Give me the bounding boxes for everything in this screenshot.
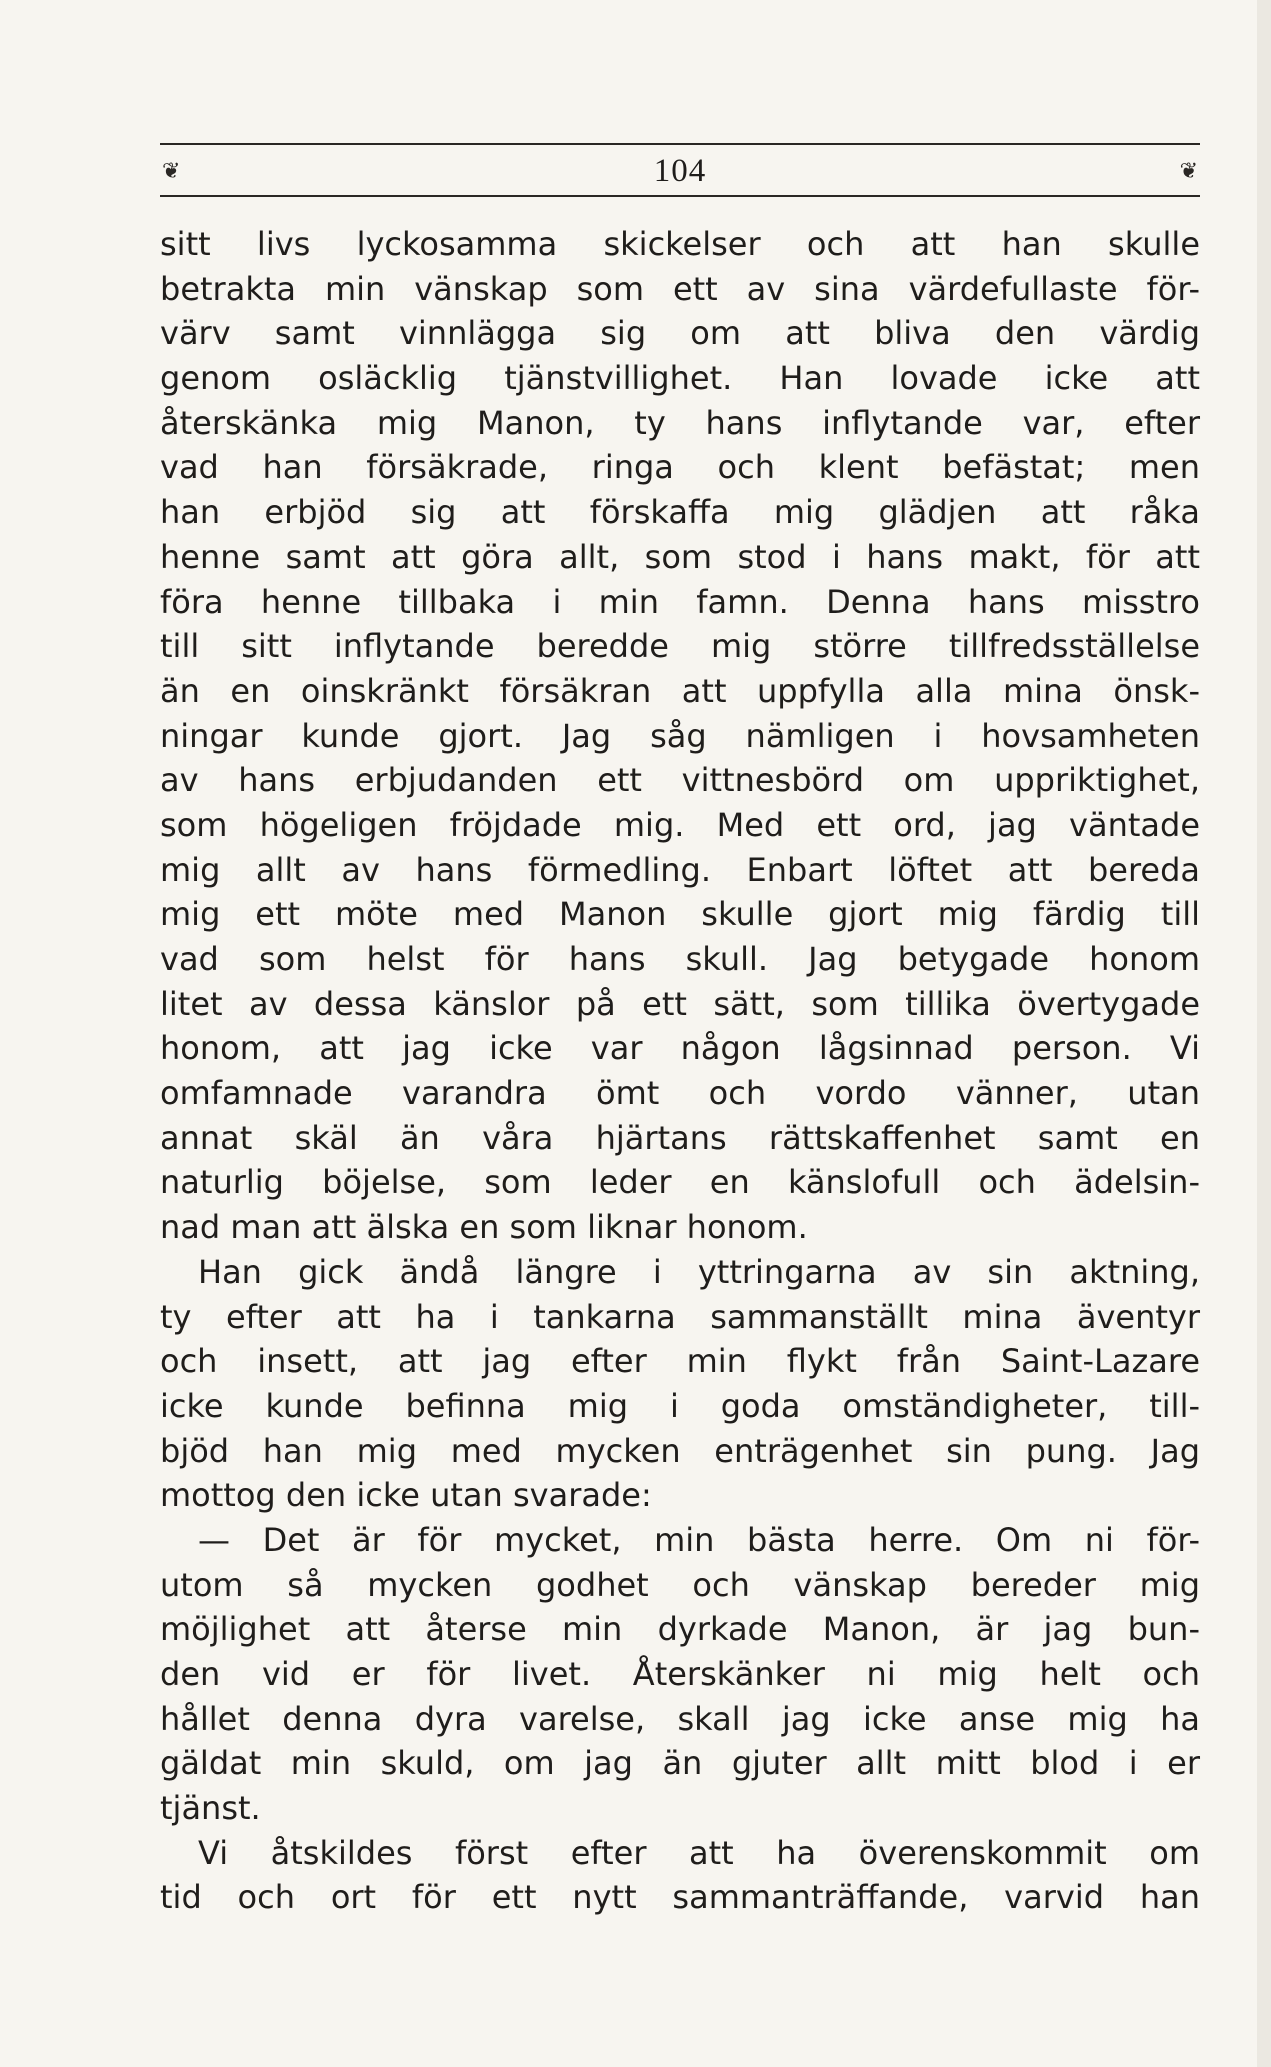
text-line: icke kunde befinna mig i goda omständigheter, till- xyxy=(160,1386,1200,1425)
text-line: mottog den icke utan svarade: xyxy=(160,1476,652,1515)
text-line: värv samt vinnlägga sig om att bliva den värdig xyxy=(160,314,1200,353)
page-number: 104 xyxy=(653,153,707,189)
text-line: Vi åtskildes först efter att ha överenskommit om xyxy=(198,1833,1200,1872)
body-text xyxy=(160,222,1200,1920)
text-line: genom osläcklig tjänstvillighet. Han lovade icke att xyxy=(160,359,1200,398)
text-line: återskänka mig Manon, ty hans inflytande var, efter xyxy=(160,403,1200,442)
text-line: — Det är för mycket, min bästa herre. Om ni för- xyxy=(198,1520,1200,1559)
text-line: till sitt inflytande beredde mig större tillfredsställelse xyxy=(160,627,1200,666)
text-line: honom, att jag icke var någon lågsinnad person. Vi xyxy=(160,1029,1200,1068)
text-line: bjöd han mig med mycken enträgenhet sin pung. Jag xyxy=(160,1431,1200,1470)
text-line: mig allt av hans förmedling. Enbart löftet att bereda xyxy=(160,850,1200,889)
text-line: utom så mycken godhet och vänskap bereder mig xyxy=(160,1565,1200,1604)
text-line: annat skäl än våra hjärtans rättskaffenhet samt en xyxy=(160,1118,1200,1157)
header-rule-bottom xyxy=(160,195,1200,197)
text-line: naturlig böjelse, som leder en känslofull och ädelsin- xyxy=(160,1163,1200,1202)
text-line: mig ett möte med Manon skulle gjort mig färdig till xyxy=(160,895,1200,934)
text-line: litet av dessa känslor på ett sätt, som tillika övertygade xyxy=(160,984,1200,1023)
text-line: vad som helst för hans skull. Jag betygade honom xyxy=(160,940,1200,978)
text-line: föra henne tillbaka i min famn. Denna hans misstro xyxy=(160,582,1200,621)
text-line: som högeligen fröjdade mig. Med ett ord, jag väntade xyxy=(160,805,1200,844)
fleuron-right-icon: ❦ xyxy=(1179,159,1198,184)
text-line: betrakta min vänskap som ett av sina värdefullaste för- xyxy=(160,269,1200,308)
text-line: nad man att älska en som liknar honom. xyxy=(160,1208,808,1247)
text-line: än en oinskränkt försäkran att uppfylla alla mina önsk- xyxy=(160,671,1200,710)
text-line: och insett, att jag efter min flykt från Saint-Lazare xyxy=(160,1342,1200,1381)
text-line: den vid er för livet. Återskänker ni mig helt och xyxy=(160,1655,1200,1693)
text-line: hållet denna dyra varelse, skall jag icke anse mig ha xyxy=(160,1699,1200,1738)
text-line: tid och ort för ett nytt sammanträffande, varvid han xyxy=(160,1878,1200,1917)
text-line: tjänst. xyxy=(160,1789,261,1828)
text-line: omfamnade varandra ömt och vordo vänner, utan xyxy=(160,1074,1200,1113)
page-header xyxy=(160,135,1200,199)
text-line: Han gick ändå längre i yttringarna av sin aktning, xyxy=(198,1252,1200,1291)
header-rule-top xyxy=(160,143,1200,145)
text-line: sitt livs lyckosamma skickelser och att han skulle xyxy=(160,225,1200,263)
text-line: av hans erbjudanden ett vittnesbörd om uppriktighet, xyxy=(160,761,1200,800)
text-line: vad han försäkrade, ringa och klent befästat; men xyxy=(160,448,1200,487)
text-line: ty efter att ha i tankarna sammanställt mina äventyr xyxy=(160,1297,1200,1336)
text-line: ningar kunde gjort. Jag såg nämligen i hovsamheten xyxy=(160,716,1200,755)
text-line: gäldat min skuld, om jag än gjuter allt mitt blod i er xyxy=(160,1744,1200,1783)
text-line: möjlighet att återse min dyrkade Manon, är jag bun- xyxy=(160,1610,1200,1649)
text-line: han erbjöd sig att förskaffa mig glädjen att råka xyxy=(160,493,1200,532)
fleuron-left-icon: ❦ xyxy=(162,159,181,184)
text-line: henne samt att göra allt, som stod i hans makt, för att xyxy=(160,537,1200,576)
